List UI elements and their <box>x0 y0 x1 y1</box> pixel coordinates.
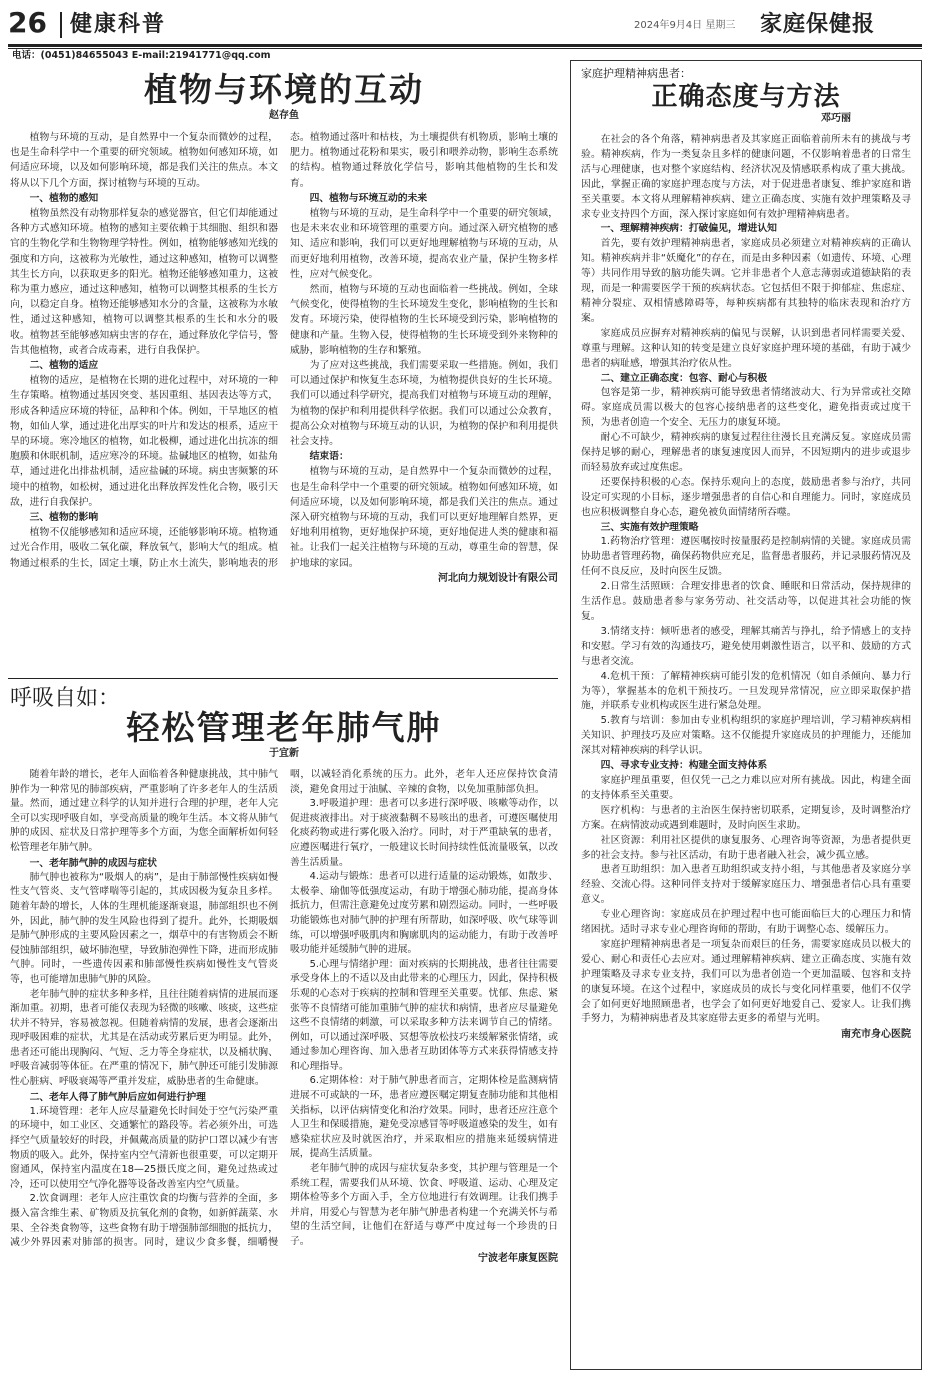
paragraph: 老年肺气肿的成因与症状复杂多变，其护理与管理是一个系统工程，需要我们从环境、饮食、呼吸道、运动、心理及定期体检等多个方面入手，全方位地进行有效调理。让我们携手并肩，用爱心与智慧为老年肺气肿患者构建一个充满关怀与希望的生活空间，让他们在舒适与尊严中度过每一个珍贵的日子。 <box>290 1163 558 1247</box>
section-heading: 二、老年人得了肺气肿后应如何进行护理 <box>29 1091 206 1103</box>
paragraph: 专业心理咨询：家庭成员在护理过程中也可能面临巨大的心理压力和情绪困扰。适时寻求专业心理咨询师的帮助，有助于调整心态、缓解压力。 <box>581 909 911 936</box>
paragraph: 4.危机干预：了解精神疾病可能引发的危机情况（如自杀倾向、暴力行为等），掌握基本的危机干预技巧。一旦发现异常情况，应立即采取保护措施，并联系专业机构或医生进行紧急处理。 <box>581 670 911 712</box>
section-title: 健康科普 <box>70 11 167 37</box>
article-mental-care <box>570 60 922 1370</box>
paragraph: 为了应对这些挑战，我们需要采取一些措施。例如，我们可以通过保护和恢复生态环境，为植物提供良好的生长环境。我们可以通过科学研究，提高我们对植物与环境互动的理解，为植物的保护和利用提供科学依据。我们可以通过公众教育，提高公众对植物与环境互动的认识，为植物的保护和利用提供社会支持。 <box>290 360 558 448</box>
paragraph: 老年肺气肿的症状多种多样，且往往随着病情的进展而逐渐加重。初期，患者可能仅表现为轻微的咳嗽、咳痰，这些症状并不特异，容易被忽视。但随着病情的发展，患者会逐渐出现呼吸困难的症状，尤其是在活动或劳累后更为明显。此外，患者还可能出现胸闷、气短、乏力等全身症状，以及桶状胸、呼吸音减弱等体征。在严重的情况下，肺气肿还可能引发肺源性心脏病、呼吸衰竭等严重并发症，威胁患者的生命健康。 <box>10 988 278 1088</box>
paragraph: 家庭成员应摒弃对精神疾病的偏见与误解，认识到患者同样需要关爱、尊重与理解。这种认知的转变是建立良好家庭护理环境的基础，有助于减少患者的病耻感，增强其治疗依从性。 <box>581 327 911 369</box>
section-heading: 一、理解精神疾病：打破偏见，增进认知 <box>600 223 777 235</box>
paragraph: 家庭护理精神病患者是一项复杂而艰巨的任务，需要家庭成员以极大的爱心、耐心和责任心去应对。通过理解精神疾病、建立正确态度、实施有效护理策略及寻求专业支持，我们可以为患者创造一个更加温暖、包容和支持的康复环境。在这个过程中，家庭成员的成长与变化同样重要，他们不仅学会了如何更好地照顾患者，也学会了如何更好地爱自己、爱家人。让我们携手努力，为精神病患者及其家庭带去更多的希望与光明。 <box>581 938 911 1025</box>
paragraph: 4.运动与锻炼：患者可以进行适量的运动锻炼，如散步、太极拳、瑜伽等低强度运动，有助于增强心肺功能，提高身体抵抗力，但需注意避免过度劳累和剧烈运动。同时，一些呼吸功能锻炼也对肺气肿的护理有所帮助，如深呼吸、吹气球等训练，可以增强呼吸肌肉和胸廓肌肉的运动能力，有助于改善呼吸功能并延缓肺气肿的进展。 <box>290 871 558 956</box>
section-heading: 四、寻求专业支持：构建全面支持体系 <box>600 760 768 772</box>
paragraph: 医疗机构：与患者的主治医生保持密切联系，定期复诊，及时调整治疗方案。在病情波动或遇到难题时，及时向医生求助。 <box>581 804 911 831</box>
issue-date: 2024年9月4日 星期三 <box>634 20 736 31</box>
section-heading: 三、植物的影响 <box>29 512 99 524</box>
divider <box>8 44 922 47</box>
article-body <box>581 133 911 1027</box>
article-body <box>10 768 558 1251</box>
section-heading: 二、植物的适应 <box>29 360 99 372</box>
paragraph: 2.日常生活照顾：合理安排患者的饮食、睡眠和日常活动，保持规律的生活作息。鼓励患者参与家务劳动、社交活动等，以促进其社会功能的恢复。 <box>581 581 911 622</box>
masthead <box>0 0 930 50</box>
paragraph: 3.呼吸道护理：患者可以多进行深呼吸、咳嗽等动作，以促进痰液排出。对于痰液黏稠不易咳出的患者，可遵医嘱使用化痰药物或进行雾化吸入治疗。同时，对于严重缺氧的患者，应遵医嘱进行氧疗，一般建议长时间持续性低流量吸氧，以改善生活质量。 <box>290 798 558 868</box>
paragraph: 随着年龄的增长，老年人面临着各种健康挑战，其中肺气肿作为一种常见的肺部疾病，严重影响了许多老年人的生活质量。然而，通过建立科学的认知并进行合理的护理，老年人完全可以实现呼吸自如，享受高质量的晚年生活。本文将从肺气肿的成因、症状及日常护理等多个方面，为您全面解析如何轻松管理老年肺气肿。 <box>10 769 278 853</box>
contact-line: 电话：(0451)84655043 E-mail:21941771@qq.com <box>12 50 271 61</box>
paragraph: 1.药物治疗管理：遵医嘱按时按量服药是控制病情的关键。家庭成员需协助患者管理药物，确保药物供应充足，监督患者服药，并记录服药情况及任何不良反应，及时向医生反馈。 <box>581 536 911 578</box>
paragraph: 植物与环境的互动，是自然界中一个复杂而微妙的过程，也是生命科学中一个重要的研究领域。植物如何感知环境，如何适应环境，以及如何影响环境，都是我们关注的焦点。本文将从以下几个方面，探讨植物与环境的互动。 <box>10 132 278 189</box>
paragraph: 1.环境管理：老年人应尽量避免长时间处于空气污染严重的环境中，如工业区、交通繁忙的路段等。若必须外出，可选择空气质量较好的时段，并佩戴高质量的防护口罩以减少有害物质的吸入。此外，保持室内空气清新也很重要，可以定期开窗通风，保持室内温度在18—25摄氏度之间，避免过热或过冷，还可以使用空气净化器等设备改善室内空气质量。 <box>10 1105 278 1190</box>
paragraph: 然而，植物与环境的互动也面临着一些挑战。例如，全球气候变化，使得植物的生长环境发生变化，影响植物的生长和发育。环境污染，使得植物的生长环境受到污染，影响植物的健康和产量。生物入侵，使得植物的生长环境受到外来物种的威胁，影响植物的生存和繁殖。 <box>290 284 558 356</box>
paragraph: 植物与环境的互动，是生命科学中一个重要的研究领域，也是未来农业和环境管理的重要方向。通过深入研究植物的感知、适应和影响，我们可以更好地理解植物与环境的互动，从而更好地利用植物，改善环境，提高农业产量，保护生物多样性，应对气候变化。 <box>290 208 558 280</box>
paragraph: 植物与环境的互动，是自然界中一个复杂而微妙的过程，也是生命科学中一个重要的研究领域。植物如何感知环境，如何适应环境，以及如何影响环境，都是我们关注的焦点。通过深入研究植物与环境的互动，我们可以更好地理解自然界，更好地利用植物，更好地保护环境，更好地促进人类的健康和福祉。让我们一起关注植物与环境的互动，尊重生命的智慧，保护地球的家园。 <box>290 466 558 569</box>
paragraph: 植物虽然没有动物那样复杂的感觉器官，但它们却能通过各种方式感知环境。植物的感知主要依赖于其细胞、组织和器官的生物化学和生物物理学特性。例如，植物能够感知光线的强度和方向，这被称为光敏性，通过这种感知，植物可以调整其生长方向，以获取更多的阳光。植物还能够感知重力，这被称为重力感应，通过这种感知，植物可以调整其根系的生长方向，以稳定自身。植物还能够感知水分的含量，这被称为水敏性，通过这种感知，植物可以调整其根系的生长和水分的吸收。植物甚至能够感知病虫害的存在，通过释放化学信号，警告其他植物，或者合成毒素，进行自我保护。 <box>10 208 278 356</box>
article-author: 赵存鱼 <box>269 110 299 121</box>
article-title: 植物与环境的互动 <box>144 70 424 109</box>
article-plants <box>10 70 558 670</box>
article-author: 于宜新 <box>269 748 299 759</box>
article-org: 宁波老年康复医院 <box>478 1252 558 1264</box>
section-heading: 四、植物与环境互动的未来 <box>309 192 428 204</box>
section-heading: 一、植物的感知 <box>29 192 99 204</box>
article-kicker: 呼吸自如： <box>10 686 121 711</box>
paragraph: 3.情绪支持：倾听患者的感受，理解其痛苦与挣扎，给予情感上的支持和安慰。学习有效的沟通技巧，避免使用刺激性语言，以平和、鼓励的方式与患者交流。 <box>581 625 911 667</box>
article-title: 正确态度与方法 <box>651 82 841 112</box>
section-heading: 三、实施有效护理策略 <box>600 521 699 533</box>
paragraph: 耐心不可缺少，精神疾病的康复过程往往漫长且充满反复。家庭成员需保持足够的耐心，理解患者的康复速度因人而异，不因短期内的进步或退步而轻易放弃或过度焦虑。 <box>581 432 911 473</box>
article-kicker: 家庭护理精神病患者： <box>581 67 691 80</box>
article-org: 河北向力规划设计有限公司 <box>438 572 558 584</box>
paragraph: 家庭护理虽重要，但仅凭一己之力难以应对所有挑战。因此，构建全面的支持体系至关重要。 <box>581 774 911 801</box>
paragraph: 在社会的各个角落，精神病患者及其家庭正面临着前所未有的挑战与考验。精神疾病，作为一类复杂且多样的健康问题，不仅影响着患者的日常生活与心理健康，也对整个家庭结构、经济状况及情感联系构成了重大挑战。因此，掌握正确的家庭护理态度与方法，对于促进患者康复、维护家庭和谐至关重要。本文将从理解精神疾病、建立正确态度、实施有效护理策略及寻求专业支持四个方面，深入探讨家庭如何有效护理精神病患者。 <box>581 134 911 220</box>
paragraph: 肺气肿也被称为“吸烟人的病”，是由于肺部慢性疾病如慢性支气管炎、支气管哮喘等引起的，其成因极为复杂且多样。随着年龄的增长，人体的生理机能逐渐衰退，肺部组织也不例外，因此，肺气肿的发生风险也得到了提升。此外，长期吸烟是肺气肿形成的主要风险因素之一，烟草中的有害物质会不断侵蚀肺部组织，破坏肺泡壁，导致肺泡弹性下降，进而形成肺气肿。同时，一些遗传因素和肺部慢性疾病如慢性支气管炎等，也可能增加患肺气肿的风险。 <box>10 871 278 985</box>
paragraph: 5.心理与情绪护理：面对疾病的长期挑战，患者往往需要承受身体上的不适以及由此带来的心理压力，因此，保持积极乐观的心态对于疾病的控制和管理至关重要。忧郁、焦虑、紧张等不良情绪可能加重肺气肿的症状和病情，患者应尽量避免这些不良情绪的刺激，可以采取多种方法来调节自己的情绪。例如，可以通过深呼吸、冥想等放松技巧来缓解紧张情绪，或通过参加心理咨询、加入患者互助团体等方式来获得情感支持和心理指导。 <box>290 958 558 1072</box>
section-heading: 二、建立正确态度：包容、耐心与积极 <box>600 372 768 384</box>
newspaper-name: 家庭保健报 <box>760 11 876 37</box>
paragraph: 2.饮食调理：老年人应注重饮食的均衡与营养的全面，多摄入富含维生素、矿物质及抗氧化剂的食物，如新鲜蔬菜、水果、全谷类食物等，这些食物有助于增强肺部细胞的抵抗力，减少外界因素对肺部的损害。同时，建议少食多餐，细嚼慢咽，以减轻消化系统的压力。此外，老年人还应保持饮食清淡，避免食用过于油腻、辛辣的食物，以免加重肺部负担。 <box>10 769 558 1249</box>
article-org: 南充市身心医院 <box>841 1029 911 1041</box>
paragraph: 患者互助组织：加入患者互助组织或支持小组，与其他患者及家庭分享经验、交流心得。这种同伴支持对于缓解家庭压力、增强患者信心具有重要意义。 <box>581 864 911 906</box>
article-emphysema <box>10 686 558 1376</box>
paragraph: 植物的适应，是植物在长期的进化过程中，对环境的一种生存策略。植物通过基因突变、基因重组、基因表达等方式，形成各种适应环境的特征，品种和个体。例如，干旱地区的植物，如仙人掌，通过进化出厚实的叶片和发达的根系，适应干旱的环境。寒冷地区的植物，如北极柳，通过进化出抗冻的细胞膜和休眠机制，适应寒冷的环境。盐碱地区的植物，如盐角草，通过进化出排盐机制，适应盐碱的环境。病虫害频繁的环境中的植物，如松树，通过进化出释放挥发性化合物，吸引天敌，进行自我保护。 <box>10 375 278 508</box>
article-body <box>10 130 558 571</box>
divider <box>60 12 62 38</box>
paragraph: 5.教育与培训：参加由专业机构组织的家庭护理培训，学习精神疾病相关知识、护理技巧及应对策略。这不仅能提升家庭成员的护理能力，还能加深其对精神疾病的科学认识。 <box>581 715 911 757</box>
paragraph: 包容是第一步，精神疾病可能导致患者情绪波动大、行为异常或社交障碍。家庭成员需以极大的包容心接纳患者的这些变化，避免指责或过度干预，为患者创造一个安全、无压力的康复环境。 <box>581 387 911 429</box>
paragraph: 还要保持积极的心态。保持乐观向上的态度，鼓励患者参与治疗，共同设定可实现的小目标，逐步增强患者的自信心和自理能力。同时，家庭成员也应积极调整自身心态，避免被负面情绪所吞噬。 <box>581 476 911 518</box>
paragraph: 植物不仅能够感知和适应环境，还能够影响环境。植物通过光合作用，吸收二氧化碳，释放氧气，影响大气的组成。植物通过根系的生长，固定土壤，防止水土流失，影响地表的形态。植物通过落叶和枯枝，为土壤提供有机物质，影响土壤的肥力。植物通过花粉和果实，吸引和喂养动物，影响生态系统的结构。植物通过释放化学信号，影响其他植物的生长和发育。 <box>10 132 558 569</box>
page-number: 26 <box>8 6 47 39</box>
paragraph: 首先，要有效护理精神病患者，家庭成员必须建立对精神疾病的正确认知。精神疾病并非“妖魔化”的存在，而是由多种因素（如遗传、环境、心理等）共同作用导致的脑功能失调。它并非患者个人意志薄弱或道德缺陷的表现，而是一种需要医学干预的疾病状态。它包括但不限于抑郁症、焦虑症、精神分裂症、双相情感障碍等，每种疾病都有其独特的临床表现和治疗方案。 <box>581 238 911 324</box>
paragraph: 6.定期体检：对于肺气肿患者而言，定期体检是监测病情进展不可或缺的一环，患者应遵医嘱定期复查肺功能和其他相关指标，以评估病情变化和治疗效果。同时，患者还应注意个人卫生和保暖措施，避免受凉感冒等呼吸道感染的发生，如有感染症状应及时就医治疗，并采取相应的措施来延缓病情进展，提高生活质量。 <box>290 1075 558 1160</box>
section-heading: 一、老年肺气肿的成因与症状 <box>29 857 157 869</box>
article-author: 邓巧丽 <box>821 113 851 124</box>
paragraph: 社区资源：利用社区提供的康复服务、心理咨询等资源，为患者提供更多的社会支持。参与社区活动，有助于患者融入社会，减少孤立感。 <box>581 834 911 861</box>
article-title: 轻松管理老年肺气肿 <box>126 708 442 747</box>
divider <box>8 678 558 679</box>
divider <box>8 48 922 49</box>
section-heading: 结束语： <box>309 451 349 463</box>
